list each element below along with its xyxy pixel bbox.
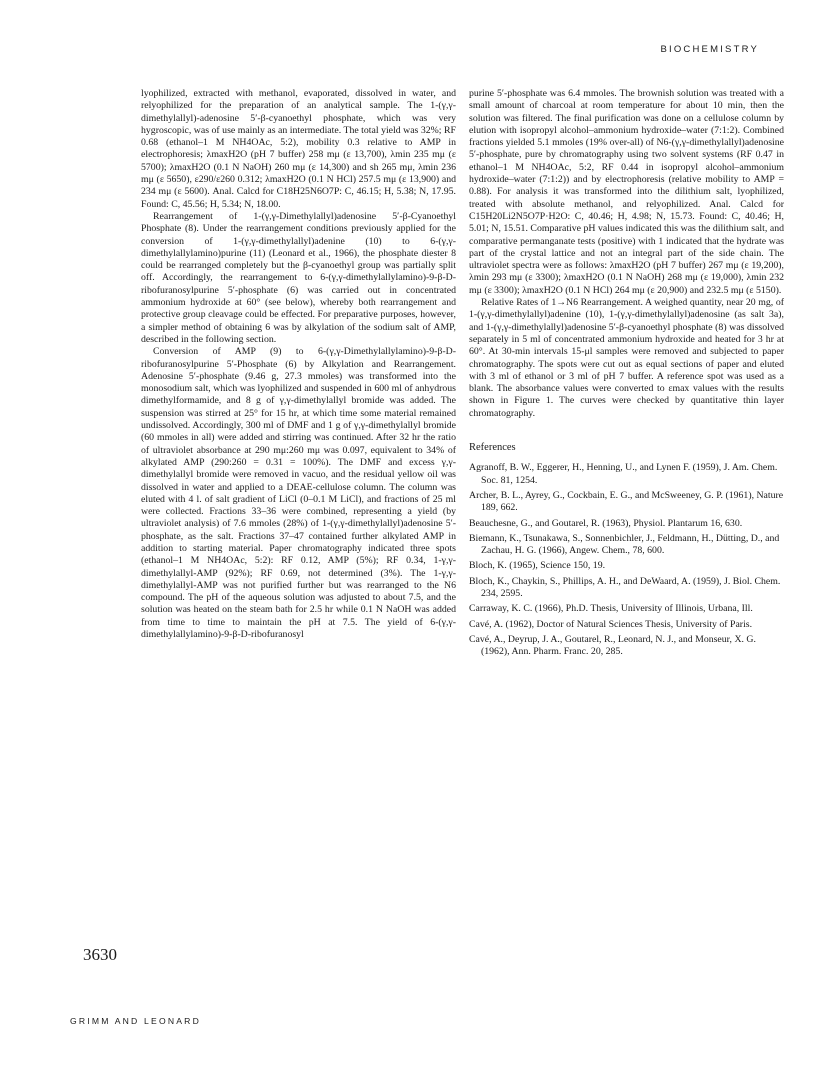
reference-list [469,462,784,658]
paragraph: Conversion of AMP (9) to 6-(γ,γ-Dimethylallylamino)-9-β-D-ribofuranosylpurine 5′-Phosphate (6) by Alkylation and Rearrangement. Adenosine 5′-phosphate (9.46 g, 27.3 mmoles) was transformed into the monosodium salt, which was lyophilized and suspended in 600 ml of anhydrous dimethylformamide, and 8 g of γ,γ-dimethylallyl bromide was added. The suspension was stirred at 25° for 15 hr, at which time some material remained undissolved. Accordingly, 300 ml of DMF and 1 g of γ,γ-dimethylallyl bromide (60 mmoles in all) were added and stirring was continued. After 32 hr the ratio of ultraviolet absorbance at 290 mμ:260 mμ was 0.097, equivalent to 34% of alkylated AMP (290:260 = 0.31 = 100%). The DMF and excess γ,γ-dimethylallyl bromide were removed in vacuo, and the residual yellow oil was dissolved in water and applied to a DEAE-cellulose column. The column was eluted with 4 l. of salt gradient of LiCl (0–0.1 M LiCl), and fractions of 25 ml were collected. Fractions 33–36 were combined, representing a yield (by ultraviolet analysis) of 7.6 mmoles (28%) of 1-(γ,γ-dimethylallyl)adenosine 5′-phosphate, as the salt. Fractions 37–47 contained further alkylated AMP in addition to starting material. Paper chromatography indicated three spots (ethanol–1 M NH4OAc, 5:2): RF 0.12, AMP (5%); RF 0.34, 1-γ,γ-dimethylallyl-AMP (92%); RF 0.69, not determined (3%). The 1-γ,γ-dimethylallyl-AMP was not purified further but was rearranged to the N6 compound. The pH of the aqueous solution was adjusted to about 7.5, and the solution was heated on the steam bath for 2.5 hr while 0.1 N NaOH was added from time to time to maintain the pH at 7.5. The yield of 6-(γ,γ-dimethylallylamino)-9-β-D-ribofuranosyl [141,346,456,641]
running-head-journal: BIOCHEMISTRY [660,44,759,55]
page-number: 3630 [83,945,117,964]
reference-item: Biemann, K., Tsunakawa, S., Sonnenbichler, J., Feldmann, H., Dütting, D., and Zachau, H. G. (1966), Angew. Chem., 78, 600. [469,532,780,557]
left-column [141,88,456,641]
reference-item: Cavé, A., Deyrup, J. A., Goutarel, R., Leonard, N. J., and Monseur, X. G. (1962), Ann. Pharm. Franc. 20, 285. [469,633,756,658]
reference-item: Cavé, A. (1962), Doctor of Natural Sciences Thesis, University of Paris. [469,618,753,630]
right-column [469,88,784,661]
paragraph: purine 5′-phosphate was 6.4 mmoles. The brownish solution was treated with a small amount of charcoal at room temperature for about 10 min, then the solution was filtered. The final purification was done on a cellulose column by elution with isopropyl alcohol–ammonium hydroxide–water (7:1:2). Combined fractions yielded 5.1 mmoles (19% over-all) of N6-(γ,γ-dimethylallyl)adenosine 5′-phosphate, pure by chromatography using two solvent systems (RF 0.47 in ethanol–1 M NH4OAc, 5:2, RF 0.44 in isopropyl alcohol–ammonium hydroxide–water (7:1:2)) and by electrophoresis (relative mobility to AMP = 0.88). For analysis it was transformed into the dilithium salt, lyophilized, treated with absolute methanol, and relyophilized. Anal. Calcd for C15H20Li2N5O7P·H2O: C, 40.46; H, 4.98; N, 15.73. Found: C, 40.46; H, 5.01; N, 15.51. Comparative pH values indicated this was the dilithium salt, and comparative permanganate tests (positive) with 1 indicated that the hydrate was part of the crystal lattice and not an integral part of the side chain. The ultraviolet spectra were as follows: λmaxH2O (pH 7 buffer) 267 mμ (ε 19,200), λmin 293 mμ (ε 3300); λmaxH2O (0.1 N NaOH) 268 mμ (ε 19,000), λmin 232 mμ (ε 3300); λmaxH2O (0.1 N HCl) 264 mμ (ε 20,900) and 232.5 mμ (ε 5150). [469,88,784,296]
paragraph: Rearrangement of 1-(γ,γ-Dimethylallyl)adenosine 5′-β-Cyanoethyl Phosphate (8). Under the rearrangement conditions previously applied for the conversion of 1-(γ,γ-dimethylallyl)adenine (10) to 6-(γ,γ-dimethylallylamino)purine (11) (Leonard et al., 1966), the phosphate diester 8 could be rearranged completely but the β-cyanoethyl group was partially split off. Accordingly, the rearrangement to 6-(γ,γ-dimethylallylamino)-9-β-D-ribofuranosylpurine 5′-phosphate (6) was carried out in concentrated ammonium hydroxide at 60° (see below), whereby both rearrangement and protective group cleavage could be effected. For preparative purposes, however, a simpler method of obtaining 6 was by alkylation of the sodium salt of AMP, described in the following section. [141,210,456,345]
reference-item: Carraway, K. C. (1966), Ph.D. Thesis, University of Illinois, Urbana, Ill. [469,603,753,615]
reference-item: Beauchesne, G., and Goutarel, R. (1963), Physiol. Plantarum 16, 630. [469,517,743,529]
reference-item: Archer, B. L., Ayrey, G., Cockbain, E. G., and McSweeney, G. P. (1961), Nature 189, 662. [469,489,784,514]
references-heading: References [469,442,516,454]
paragraph: Relative Rates of 1→N6 Rearrangement. A weighed quantity, near 20 mg, of 1-(γ,γ-dimethylallyl)adenine (10), 1-(γ,γ-dimethylallyl)adenosine (as salt 3a), and 1-(γ,γ-dimethylallyl)adenosine 5′-β-cyanoethyl phosphate (8) was dissolved separately in 5 ml of concentrated ammonium hydroxide and heated for 3 hr at 60°. At 30-min intervals 15-μl samples were removed and subjected to paper chromatography. The spots were cut out as equal sections of paper and eluted with 3 ml of ethanol or 3 ml of pH 7 buffer. A reference spot was used as a blank. The absorbance values were converted to εmax values with the results shown in Figure 1. The curves were checked by quantitative thin layer chromatography. [469,297,784,419]
reference-item: Bloch, K. (1965), Science 150, 19. [469,560,606,572]
reference-item: Agranoff, B. W., Eggerer, H., Henning, U., and Lynen F. (1959), J. Am. Chem. Soc. 81, 1254. [469,462,778,486]
reference-item: Bloch, K., Chaykin, S., Phillips, A. H., and DeWaard, A. (1959), J. Biol. Chem. 234, 2595. [469,575,781,599]
paragraph: lyophilized, extracted with methanol, evaporated, dissolved in water, and relyophilized for the preparation of an analytical sample. The 1-(γ,γ-dimethylallyl)-adenosine 5′-β-cyanoethyl phosphate, which was very hygroscopic, was of use mainly as an intermediate. The total yield was 32%; RF 0.68 (ethanol–1 M NH4OAc, 5:2), mobility 0.3 relative to AMP in electrophoresis; λmaxH2O (pH 7 buffer) 258 mμ (ε 13,700), λmin 235 mμ (ε 5700); λmaxH2O (0.1 N NaOH) 260 mμ (ε 14,300) and sh 265 mμ, λmin 236 mμ (ε 5650), ε290/ε260 0.312; λmaxH2O (0.1 N HCl) 257.5 mμ (ε 13,900) and 234 mμ (ε 5600). Anal. Calcd for C18H25N6O7P: C, 46.15; H, 5.38; N, 17.95. Found: C, 45.56; H, 5.34; N, 18.00. [141,88,456,210]
footer-authors: GRIMM AND LEONARD [70,1016,201,1026]
